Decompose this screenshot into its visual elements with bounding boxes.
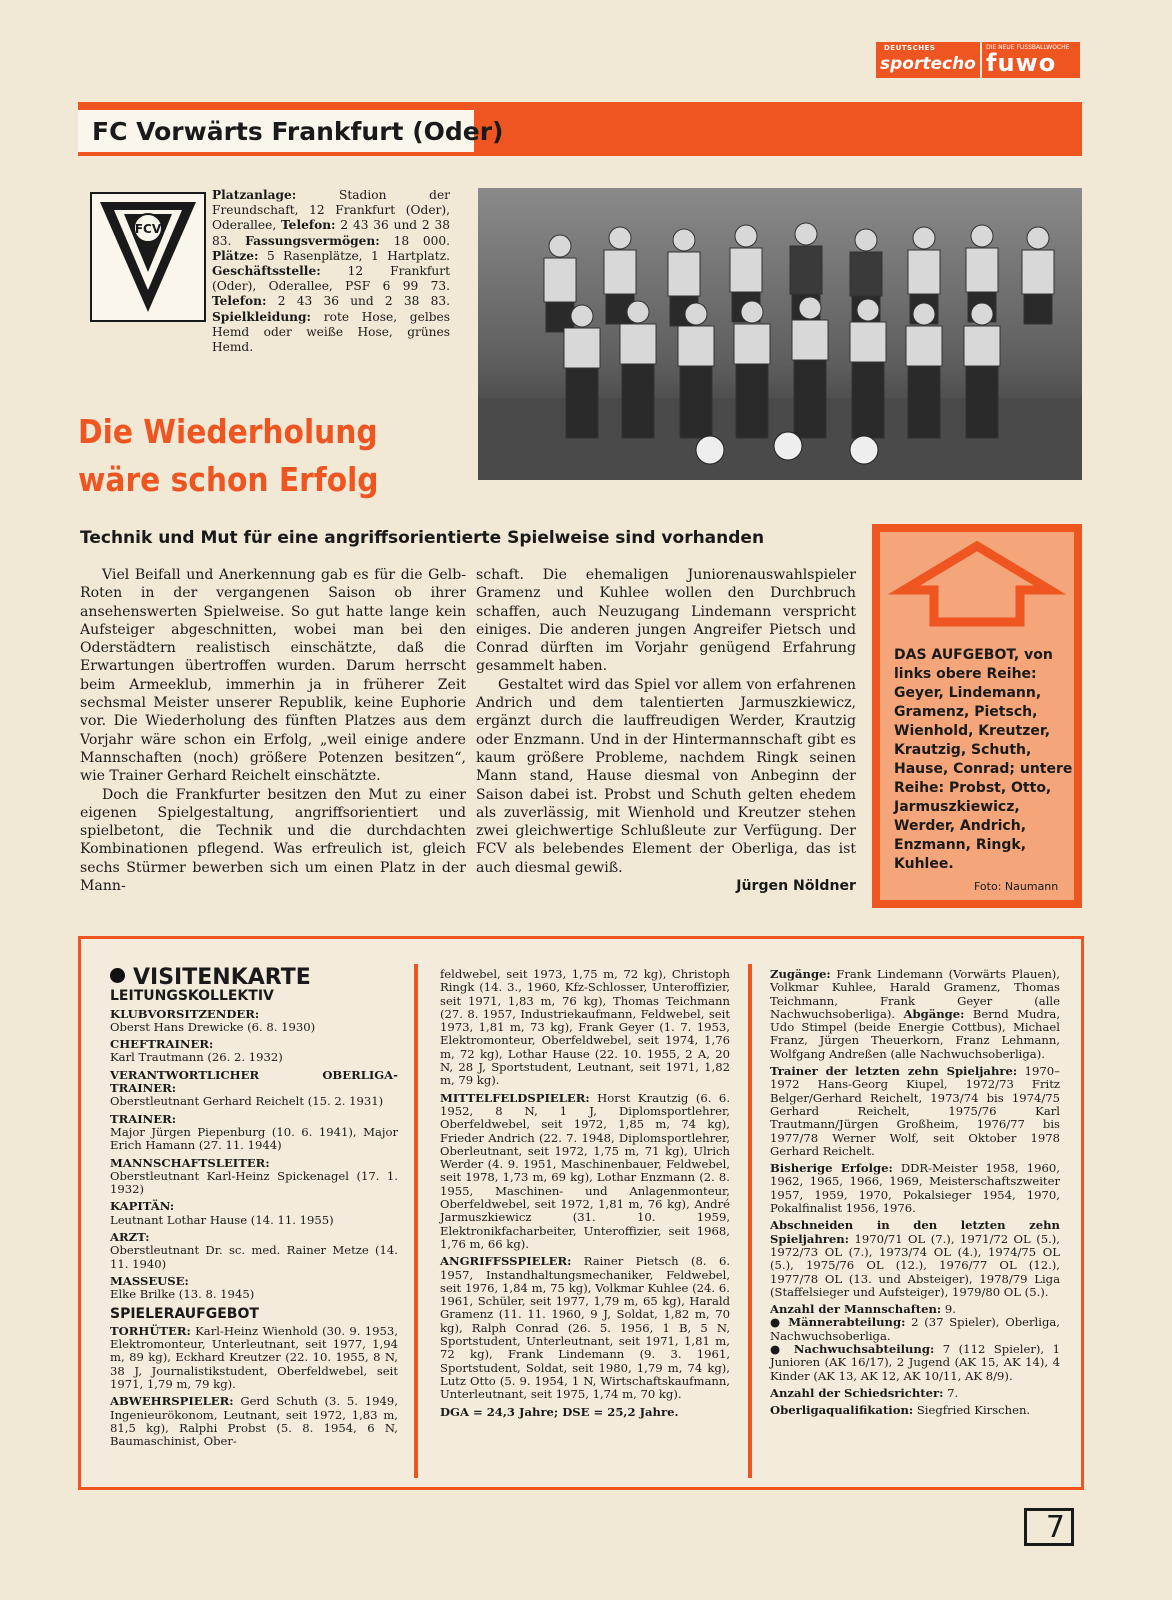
article-paragraph: Gestaltet wird das Spiel vor allem von erfahrenen Andrich und dem talentierten Jarmuszkiewicz, ergänzt durch die lauffreudigen Werder, Krautzig oder Enzmann. Und in der Hintermannschaft gibt es kaum größere Probleme, nachdem Ringk seinen Mann stand, Hause diesmal von Anbeginn der Saison dabei ist. Probst und Schuth gelten ehedem als zuverlässig, mit Wienhold und Kreutzer stehen zwei gleichwertige Schlußleute zur Verfügung. Der FCV als belebendes Element der Oberliga, das ist auch diesmal gewiß. [476, 676, 856, 876]
leitung-text: Oberstleutnant Karl-Heinz Spickenagel (17. 1. 1932) [110, 1168, 398, 1197]
facility-label: Telefon: [281, 218, 336, 233]
logo-brand-left: sportecho [880, 54, 976, 74]
facility-text: 2 43 36 und 2 38 83. [212, 218, 450, 248]
club-fact-text: 7 (112 Spieler), 1 Junioren (AK 16/17), 2 Jugend (AK 15, AK 14), 4 Kinder (AK 13, AK 12, AK 10/11, AK 8/9). [770, 1342, 1060, 1383]
fuwo-logo [982, 42, 1080, 78]
club-fact-label: Anzahl der Schiedsrichter: [770, 1385, 944, 1400]
visitenkarte-column-2 [440, 968, 730, 1423]
facility-label: Platzanlage: [212, 188, 297, 202]
subheadline: Technik und Mut für eine angriffsorientierte Spielweise sind vorhanden [80, 528, 765, 548]
leitung-text: Karl Trautmann (26. 2. 1932) [110, 1050, 283, 1065]
club-fact-text: 9. [941, 1302, 956, 1317]
facility-label: Fassungsvermögen: [245, 233, 380, 248]
page-number: 7 [1024, 1508, 1074, 1546]
player-group-label: TORHÜTER: [110, 1323, 191, 1338]
headline-line: wäre schon Erfolg [78, 460, 379, 499]
player-group [440, 1255, 730, 1401]
section-heading: SPIELERAUFGEBOT [110, 1305, 259, 1322]
player-group-text: feldwebel, seit 1973, 1,75 m, 72 kg), Christoph Ringk (14. 3., 1960, Kfz-Schlosser, Unteroffizier, seit 1971, 1,83 m, 76 kg), Thomas Teichmann (27. 8. 1957, Industriekaufmann, Feldwebel, seit 1973, 1,81 m, 73 kg), Frank Geyer (1. 7. 1953, Elektromonteur, Oberfeldwebel, seit 1974, 1,76 m, 72 kg), Lothar Hause (22. 10. 1955, 2 A, 20 N, 28 J, Sportstudent, Leutnant, seit 1971, 1,82 m, 79 kg). [440, 967, 730, 1088]
facility-text: rote Hose, gelbes Hemd oder weiße Hose, grünes Hemd. [212, 309, 450, 355]
article-column-1 [80, 566, 466, 895]
club-fact [770, 1219, 1060, 1299]
sportecho-logo [876, 42, 980, 78]
leitung-entry [110, 1113, 398, 1153]
team-photo [478, 188, 1082, 480]
club-fact-label: ● Männerabteilung: [770, 1315, 906, 1330]
leitung-label: ARZT: [110, 1230, 150, 1245]
headline [78, 408, 379, 504]
club-fact-text: 7. [943, 1385, 959, 1400]
club-fact-text: DDR-Meister 1958, 1960, 1962, 1965, 1966, 1969, Meisterschaftszweiter 1957, 1959, 1970, Pokalsieger 1954, 1970, Pokalfinalist 1956, 1976. [770, 1161, 1060, 1216]
club-crest [90, 192, 206, 322]
logo-brand-right: fuwo [986, 49, 1057, 77]
facility-label: Telefon: [212, 294, 267, 309]
facility-text: 2 43 36 und 2 38 83. [266, 294, 450, 309]
club-fact-label: Bisherige Erfolge: [770, 1161, 893, 1176]
leitung-label: TRAINER: [110, 1111, 177, 1126]
leitung-label: VERANTWORTLICHER OBERLIGA-TRAINER: [110, 1067, 398, 1096]
bullet-icon [110, 968, 125, 983]
club-fact-label: Zugänge: [770, 967, 831, 981]
club-title: FC Vorwärts Frankfurt (Oder) [92, 117, 504, 146]
visitenkarte-column-1 [110, 965, 398, 1453]
club-fact-label: Anzahl der Mannschaften: [770, 1302, 942, 1317]
leitung-label: CHEFTRAINER: [110, 1037, 214, 1052]
visitenkarte-title [110, 965, 398, 990]
club-fact-text: Siegfried Kirschen. [913, 1403, 1031, 1418]
club-fact [770, 1065, 1060, 1158]
leitung-entry [110, 1200, 398, 1227]
player-group-text: Karl-Heinz Wienhold (30. 9. 1953, Elektromonteur, Unterleutnant, seit 1977, 1,94 m, 89 kg), Eckhard Kreutzer (22. 10. 1955, 8 N, 38 J, Journalistikstudent, Oberfeldwebel, seit 1971, 1,79 m, 79 kg). [110, 1323, 398, 1392]
player-group-text: Gerd Schuth (3. 5. 1949, Ingenieurökonom, Leutnant, seit 1972, 1,83 m, 81,5 kg), Ralphi Probst (5. 8. 1954, 6 N, Baumaschinist, Ober- [110, 1394, 398, 1449]
player-group [110, 1395, 398, 1448]
average-stats-label: DGA [440, 1404, 469, 1419]
player-group-label: MITTELFELDSPIELER: [440, 1090, 590, 1105]
article-author: Jürgen Nöldner [736, 878, 856, 895]
leitung-text: Leutnant Lothar Hause (14. 11. 1955) [110, 1212, 334, 1227]
club-fact-text: Frank Lindemann (Vorwärts Plauen), Volkmar Kuhlee, Harald Gramenz, Thomas Teichmann, Frank Geyer (alle Nachwuchsoberliga). [770, 967, 1060, 1021]
club-fact-text: 1970/71 OL (7.), 1971/72 OL (5.), 1972/73 OL (7.), 1973/74 OL (4.), 1974/75 OL (5.), 1975/76 OL (12.), 1976/77 OL (12.), 1977/78 OL (13. und Absteiger), 1978/79 Liga (Staffelsieger und Aufsteiger), 1979/80 OL (5.). [770, 1231, 1060, 1299]
crest-letters: FCV [134, 222, 162, 236]
facility-text: Stadion der Freundschaft, 12 Frankfurt (Oder), Oderallee, [212, 188, 450, 233]
leitung-entry [110, 1157, 398, 1197]
facility-info [212, 188, 450, 355]
facility-text: 18 000. [379, 233, 450, 248]
facility-text: 12 Frankfurt (Oder), Oderallee, PSF 6 99 73. [212, 264, 450, 294]
article-paragraph: schaft. Die ehemaligen Juniorenauswahlspieler Gramenz und Kuhlee wollen den Durchbruch schaffen, auch Neuzugang Lindemann verspricht einiges. Die anderen jungen Angreifer Pietsch und Conrad dürften im Vorjahr genügend Erfahrung gesammelt haben. [476, 567, 856, 675]
leitung-label: MASSEUSE: [110, 1273, 189, 1288]
club-fact-text: 1970–1972 Hans-Georg Kiupel, 1972/73 Fritz Belger/Gerhard Reichelt, 1973/74 bis 1974/75 Gerhard Reichelt, 1975/76 Karl Trautmann/Jürgen Großheim, 1976/77 bis 1977/78 Werner Wolf, seit Oktober 1978 Gerhard Reichelt. [770, 1064, 1060, 1158]
leitung-entry [110, 1275, 398, 1302]
club-fact-label: Abschneiden in den letzten zehn Spieljahren: [770, 1218, 1060, 1246]
facility-label: Spielkleidung: [212, 309, 312, 324]
leitung-entry [110, 1038, 398, 1065]
lineup-caption: DAS AUFGEBOT, von links obere Reihe: Geyer, Lindemann, Gramenz, Pietsch, Wienhold, Kreutzer, Krautzig, Schuth, Hause, Conrad; untere Reihe: Probst, Otto, Jarmuszkiewicz, Werder, Andrich, Enzmann, Ringk, Kuhlee. [894, 647, 1073, 872]
player-group-label: ANGRIFFSSPIELER: [440, 1254, 572, 1269]
leitung-label: KAPITÄN: [110, 1199, 175, 1214]
leitung-text: Oberstleutnant Gerhard Reichelt (15. 2. 1931) [110, 1094, 384, 1109]
club-fact [770, 968, 1060, 1061]
column-divider [748, 964, 752, 1478]
club-fact [770, 1316, 1060, 1343]
player-group [440, 968, 730, 1088]
facility-label: Plätze: [212, 248, 259, 263]
leitung-text: Major Jürgen Piepenburg (10. 6. 1941), Major Erich Hamann (27. 11. 1944) [110, 1124, 398, 1153]
club-fact-label: Trainer der letzten zehn Spieljahre: [770, 1064, 1018, 1079]
photo-credit: Foto: Naumann [974, 880, 1059, 893]
visitenkarte-column-3 [770, 968, 1060, 1422]
article-paragraph: Viel Beifall und Anerkennung gab es für die Gelb-Roten in der vergangenen Saison ob ihrer ansehenswerten Spielweise. So gut hatte lange kein Aufsteiger abgeschnitten, wobei man bei den Oderstädtern realistisch einschätzte, daß die Erwartungen übertroffen wurden. Darum herrscht beim Armeeklub, immerhin ja in früherer Zeit sechsmal Meister unserer Republik, keine Euphorie vor. Die Wiederholung des fünften Platzes aus dem Vorjahr wäre schon ein Erfolg, „weil einige andere Mannschaften (noch) größere Potenzen besitzen“, wie Trainer Gerhard Reichelt einschätzte. [80, 567, 466, 785]
headline-line: Die Wiederholung [78, 412, 378, 451]
facility-text: 5 Rasenplätze, 1 Hartplatz. [258, 248, 450, 263]
article-paragraph: Doch die Frankfurter besitzen den Mut zu einer eigenen Spielgestaltung, angriffsorientiert und spielbetont, die Technik und die durchdachten Kombinationen pflegend. Was erfreulich ist, gleich sechs Stürmer bewerben sich um einen Platz in der Mann- [80, 786, 466, 895]
average-stats-text: = 24,3 Jahre; DSE = 25,2 Jahre. [468, 1404, 679, 1419]
club-fact [770, 1387, 1060, 1400]
club-fact [770, 1343, 1060, 1383]
club-fact-text: Bernd Mudra, Udo Stimpel (beide Energie Cottbus), Michael Franz, Jürgen Theuerkorn, Franz Lehmann, Wolfgang Andreßen (alle Nachwuchsoberliga). [770, 1006, 1060, 1061]
up-arrow-icon [904, 546, 1050, 622]
club-fact [770, 1404, 1060, 1417]
club-fact-label: Abgänge: [903, 1006, 965, 1021]
leitung-text: Oberst Hans Drewicke (6. 8. 1930) [110, 1019, 316, 1034]
player-group [440, 1092, 730, 1252]
visitenkarte-title-text: VISITENKARTE [133, 965, 311, 990]
section-heading: LEITUNGSKOLLEKTIV [110, 988, 274, 1005]
leitung-entry [110, 1069, 398, 1109]
leitung-entry [110, 1008, 398, 1035]
leitung-label: KLUBVORSITZENDER: [110, 1006, 260, 1021]
club-fact-label: Oberligaqualifikation: [770, 1403, 914, 1418]
average-stats [440, 1406, 730, 1419]
player-group-label: ABWEHRSPIELER: [110, 1394, 234, 1409]
facility-label: Geschäftsstelle: [212, 264, 321, 279]
club-fact [770, 1303, 1060, 1316]
article-column-2 [476, 566, 856, 895]
leitung-label: MANNSCHAFTSLEITER: [110, 1155, 270, 1170]
logo-small-right: DIE NEUE FUSSBALLWOCHE [986, 44, 1070, 51]
column-divider [414, 964, 418, 1478]
leitung-text: Oberstleutnant Dr. sc. med. Rainer Metze (14. 11. 1940) [110, 1243, 398, 1271]
club-fact-text: 2 (37 Spieler), Oberliga, Nachwuchsoberliga. [770, 1315, 1060, 1343]
logo-small-left: DEUTSCHES [884, 44, 936, 52]
club-fact-label: ● Nachwuchsabteilung: [770, 1342, 935, 1357]
leitung-entry [110, 1231, 398, 1271]
player-group-text: Rainer Pietsch (8. 6. 1957, Instandhaltungsmechaniker, Feldwebel, seit 1976, 1,84 m, 75 kg), Volkmar Kuhlee (24. 6. 1961, Schüler, seit 1977, 1,79 m, 65 kg), Harald Gramenz (11. 11. 1960, 9 J, Soldat, 1,82 m, 70 kg), Ralph Conrad (26. 5. 1956, 1 B, 5 N, Sportstudent, Unterleutnant, seit 1971, 1,81 m, 72 kg), Frank Lindemann (9. 3. 1961, Sportstudent, Soldat, seit 1980, 1,79 m, 74 kg), Lutz Otto (5. 9. 1954, 1 N, Wirtschaftskaufmann, Unterleutnant, seit 1975, 1,74 m, 70 kg). [440, 1254, 730, 1402]
publication-logo [876, 42, 1080, 78]
player-group-text: Horst Krautzig (6. 6. 1952, 8 N, 1 J, Diplomsportlehrer, Oberfeldwebel, seit 1972, 1,85 m, 74 kg), Frieder Andrich (22. 7. 1948, Diplomsportlehrer, Oberleutnant, seit 1972, 1,75 m, 71 kg), Ulrich Werder (4. 9. 1951, Maschinenbauer, Feldwebel, seit 1978, 1,73 m, 69 kg), Lothar Enzmann (2. 8. 1955, Maschinen- und Anlagenmonteur, Oberfeldwebel, seit 1972, 1,81 m, 76 kg), André Jarmuszkiewicz (31. 10. 1959, Elektronikfacharbeiter, Unteroffizier, seit 1968, 1,76 m, 66 kg). [440, 1090, 730, 1251]
club-fact [770, 1162, 1060, 1215]
player-group [110, 1325, 398, 1391]
leitung-text: Elke Brilke (13. 8. 1945) [110, 1287, 255, 1302]
